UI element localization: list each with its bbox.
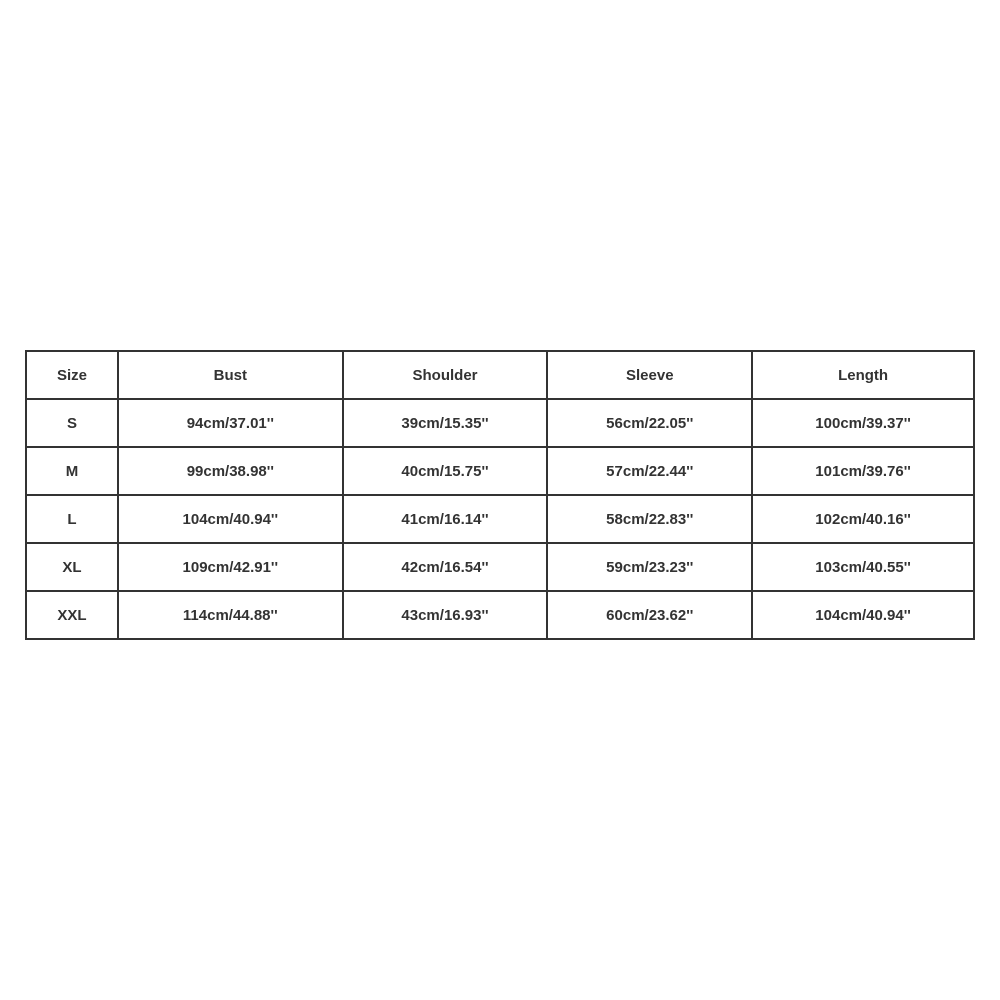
table-row-xxl	[26, 591, 974, 639]
size-label: M	[26, 447, 118, 495]
bust-value: 94cm/37.01''	[118, 399, 343, 447]
column-header-length: Length	[752, 351, 974, 399]
size-label: L	[26, 495, 118, 543]
shoulder-value: 43cm/16.93''	[343, 591, 548, 639]
size-label: S	[26, 399, 118, 447]
header-row	[26, 351, 974, 399]
sleeve-value: 59cm/23.23''	[547, 543, 752, 591]
column-header-shoulder: Shoulder	[343, 351, 548, 399]
table-row-m	[26, 447, 974, 495]
column-header-bust: Bust	[118, 351, 343, 399]
size-chart-table	[25, 350, 975, 640]
bust-value: 114cm/44.88''	[118, 591, 343, 639]
table-row-s	[26, 399, 974, 447]
length-value: 104cm/40.94''	[752, 591, 974, 639]
sleeve-value: 58cm/22.83''	[547, 495, 752, 543]
size-label: XL	[26, 543, 118, 591]
shoulder-value: 40cm/15.75''	[343, 447, 548, 495]
length-value: 100cm/39.37''	[752, 399, 974, 447]
bust-value: 99cm/38.98''	[118, 447, 343, 495]
bust-value: 109cm/42.91''	[118, 543, 343, 591]
column-header-sleeve: Sleeve	[547, 351, 752, 399]
size-label: XXL	[26, 591, 118, 639]
table-row-xl	[26, 543, 974, 591]
shoulder-value: 42cm/16.54''	[343, 543, 548, 591]
bust-value: 104cm/40.94''	[118, 495, 343, 543]
sleeve-value: 56cm/22.05''	[547, 399, 752, 447]
table-row-l	[26, 495, 974, 543]
sleeve-value: 57cm/22.44''	[547, 447, 752, 495]
shoulder-value: 39cm/15.35''	[343, 399, 548, 447]
shoulder-value: 41cm/16.14''	[343, 495, 548, 543]
sleeve-value: 60cm/23.62''	[547, 591, 752, 639]
column-header-size: Size	[26, 351, 118, 399]
length-value: 101cm/39.76''	[752, 447, 974, 495]
length-value: 103cm/40.55''	[752, 543, 974, 591]
length-value: 102cm/40.16''	[752, 495, 974, 543]
